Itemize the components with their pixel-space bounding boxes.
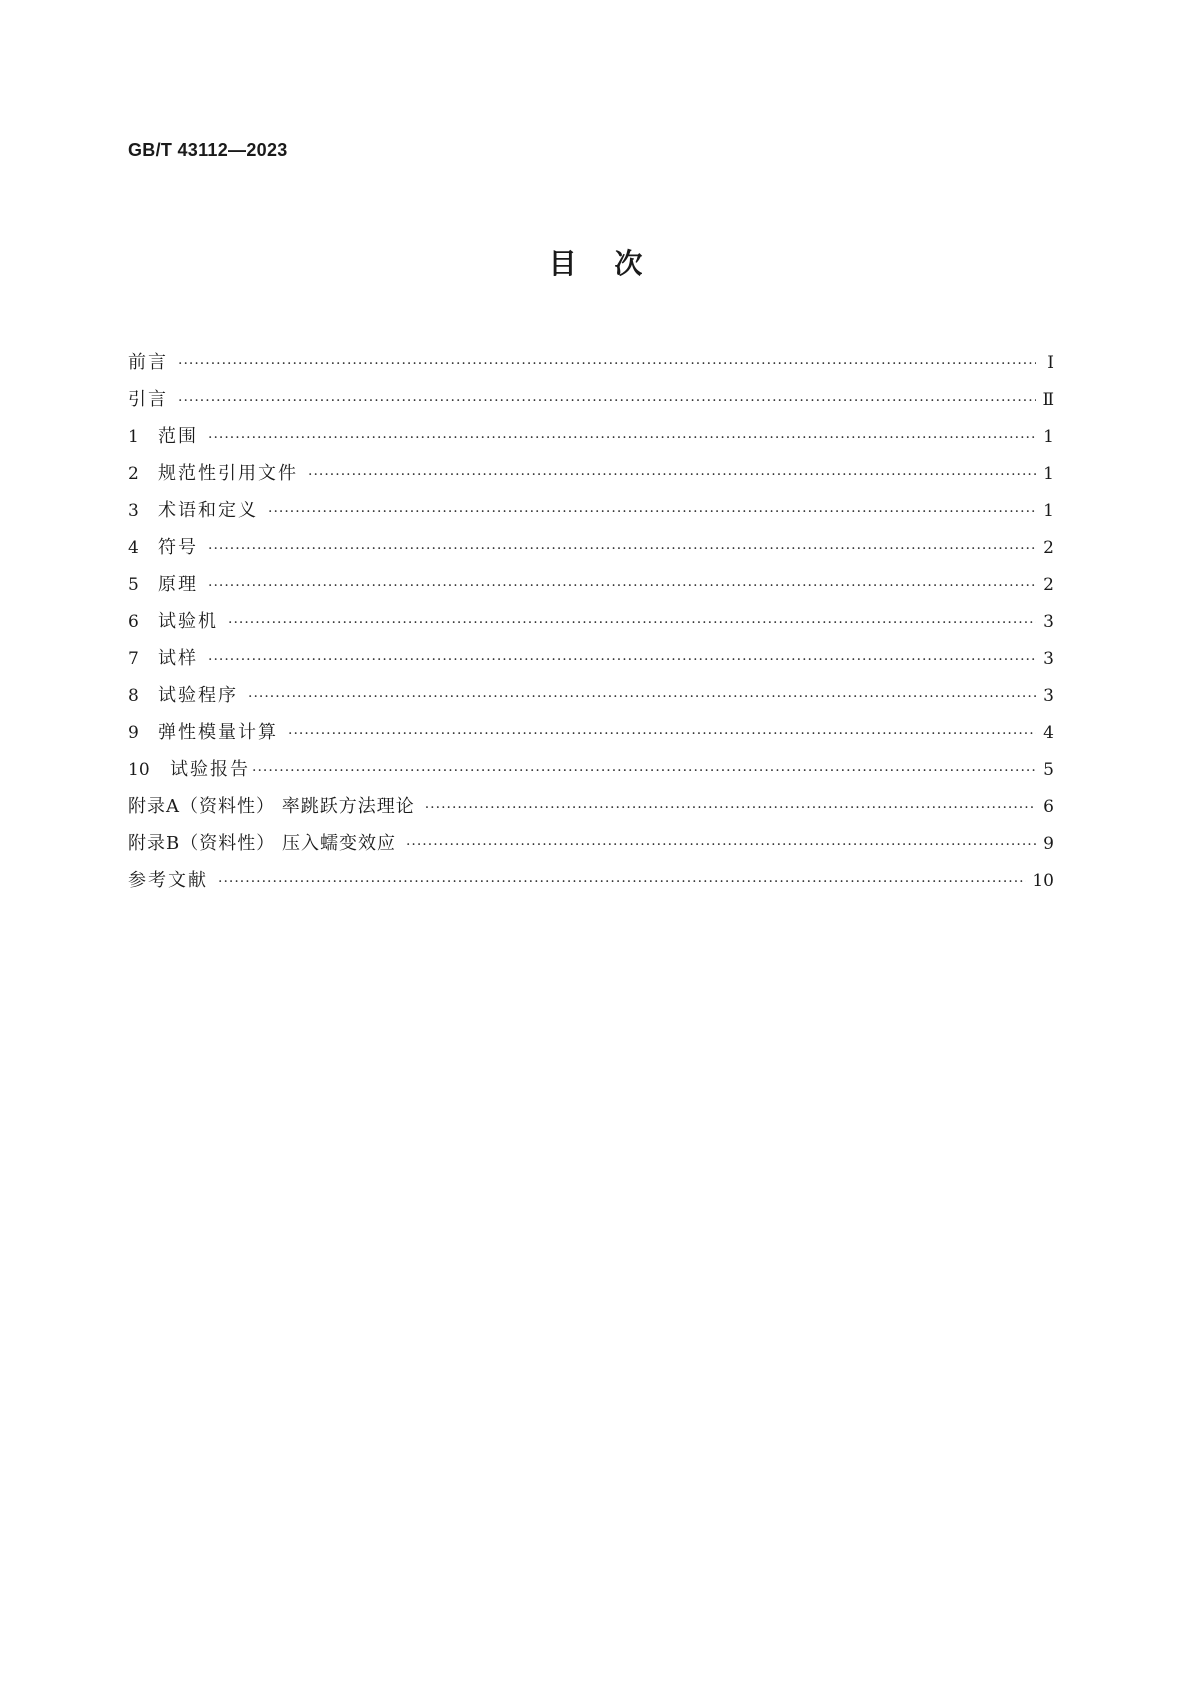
toc-item-test-report[interactable] [128,751,1054,788]
toc-item-testing-machine[interactable] [128,603,1054,640]
toc-item-label: 术语和定义 [158,500,258,521]
toc-item-label: 弹性模量计算 [158,722,278,743]
toc-item-page: Ⅱ [1042,390,1054,410]
toc-item-label: 符号 [158,537,198,558]
toc-item-symbols[interactable] [128,529,1054,566]
toc-item-label: 附录A（资料性） 率跳跃方法理论 [128,796,415,817]
toc-item-bibliography[interactable] [128,862,1054,899]
toc-leader-dots [252,753,1036,790]
toc-item-label: 原理 [158,574,198,595]
toc-item-number: 3 [128,501,139,521]
toc-item-page: 5 [1043,760,1054,780]
toc-item-page: 10 [1032,871,1054,891]
toc-item-label: 试验报告 [170,759,250,780]
toc-item-number: 5 [128,575,139,595]
toc-item-label: 试样 [158,648,198,669]
toc-item-modulus-calculation[interactable] [128,714,1054,751]
toc-item-number: 2 [128,464,139,484]
toc-item-number: 1 [128,427,139,447]
toc-item-annex-b[interactable] [128,825,1054,862]
toc-item-page: 3 [1043,612,1054,632]
toc-item-normative-references[interactable] [128,455,1054,492]
toc-item-scope[interactable] [128,418,1054,455]
toc-item-page: 3 [1043,686,1054,706]
toc-item-number: 10 [128,760,150,780]
toc-item-number: 9 [128,723,139,743]
toc-item-foreword[interactable] [128,344,1054,381]
standard-code: GB/T 43112—2023 [128,140,288,160]
toc-item-page: 9 [1043,834,1054,854]
toc-item-test-piece[interactable] [128,640,1054,677]
toc-item-label: 规范性引用文件 [158,463,298,484]
toc-item-label: 试验程序 [158,685,238,706]
toc-item-terms-definitions[interactable] [128,492,1054,529]
toc-item-page: 1 [1043,427,1054,447]
toc-item-number: 4 [128,538,139,558]
toc-leader-dots [208,568,1036,605]
toc-leader-dots [208,531,1036,568]
toc-leader-dots [268,494,1036,531]
toc-item-number: 6 [128,612,139,632]
toc-leader-dots [248,679,1036,716]
toc-leader-dots [228,605,1036,642]
table-of-contents [128,344,1054,899]
toc-leader-dots [218,864,1026,901]
toc-leader-dots [208,642,1036,679]
toc-leader-dots [288,716,1036,753]
toc-item-number: 7 [128,649,139,669]
toc-leader-dots [425,790,1036,827]
page-title: 目 次 [548,247,643,280]
toc-item-label: 前言 [128,352,168,373]
toc-leader-dots [178,383,1036,420]
toc-leader-dots [308,457,1036,494]
toc-leader-dots [406,827,1036,864]
toc-item-number: 8 [128,686,139,706]
toc-item-page: 2 [1043,538,1054,558]
toc-item-label: 引言 [128,389,168,410]
toc-item-label: 试验机 [158,611,218,632]
toc-item-page: 6 [1043,797,1054,817]
toc-item-page: 1 [1043,501,1054,521]
toc-item-label: 附录B（资料性） 压入蠕变效应 [128,833,396,854]
toc-item-page: Ⅰ [1047,353,1054,373]
toc-item-page: 2 [1043,575,1054,595]
toc-leader-dots [178,346,1036,383]
toc-item-principle[interactable] [128,566,1054,603]
toc-item-annex-a[interactable] [128,788,1054,825]
toc-item-page: 3 [1043,649,1054,669]
toc-item-label: 范围 [158,426,198,447]
toc-leader-dots [208,420,1036,457]
toc-item-page: 4 [1043,723,1054,743]
toc-item-page: 1 [1043,464,1054,484]
toc-item-label: 参考文献 [128,870,208,891]
toc-item-test-procedure[interactable] [128,677,1054,714]
toc-item-introduction[interactable] [128,381,1054,418]
